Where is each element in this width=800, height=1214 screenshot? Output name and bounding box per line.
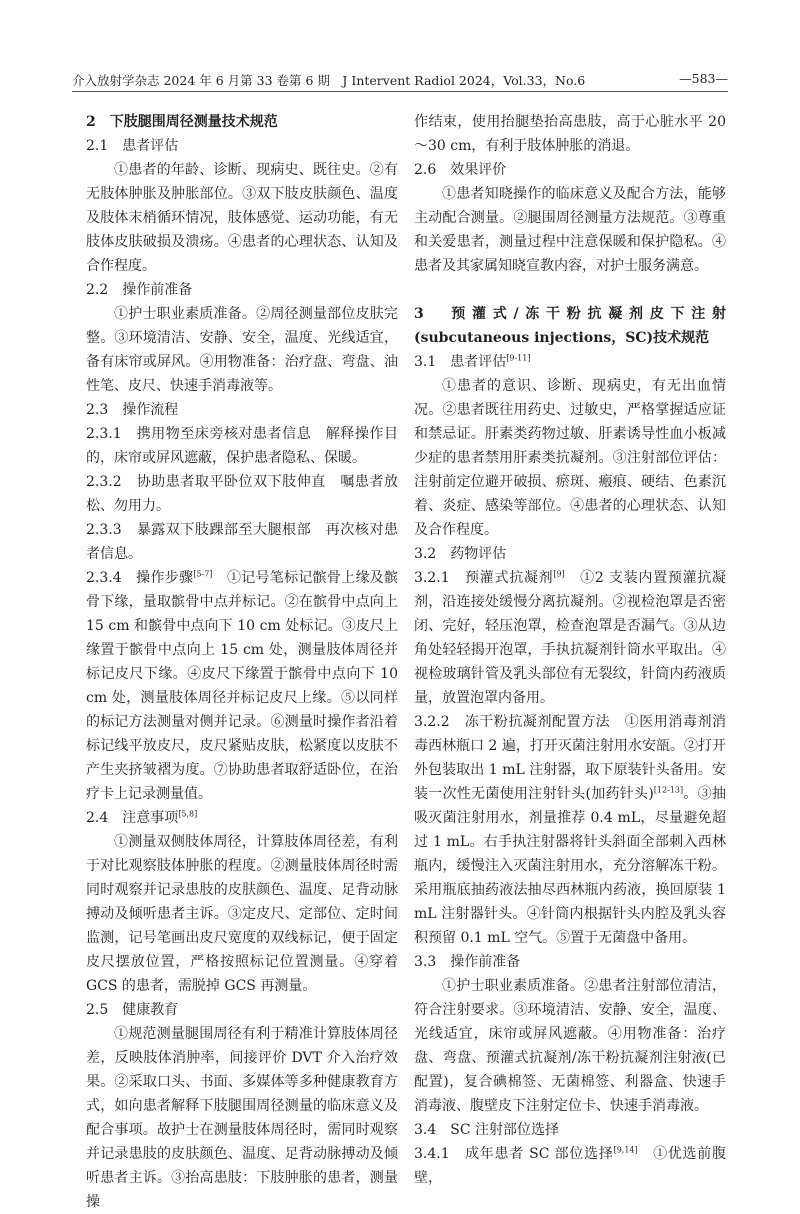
section-2-heading: 2 下肢腿围周径测量技术规范 <box>86 114 278 130</box>
section-3-4-1-heading: 3.4.1 成年患者 SC 部位选择 <box>414 1146 614 1162</box>
section-3-2-1-heading: 3.2.1 预灌式抗凝剂 <box>414 570 554 586</box>
section-2-3-4-body: ①记号笔标记髌骨上缘及髌骨下缘，量取髌骨中点并标记。②在髌骨中点向上 15 cm 和髌骨中点向下 10 cm 处标记。③皮尺上缘置于髌骨中点向上 15 cm 处，测量肢体周径并标记皮尺下缘。④皮尺下缘置于髌骨中点向下 10 cm 处，测量肢体周径并标记皮尺上缘。⑤以同样的标记方法测量对侧并记录。⑥测量时操作者沿着标记线平放皮尺，皮尺紧贴皮肤，松紧度以皮肤不产生夹挤皱褶为度。⑦协助患者取舒适卧位，在治疗卡上记录测量值。 <box>86 570 398 802</box>
section-2-4-heading: 2.4 注意事项[5,8] <box>86 809 198 826</box>
section-2-3-4-text <box>86 566 398 806</box>
section-3-2-1-text <box>414 566 726 710</box>
header-rule <box>72 91 728 92</box>
section-3-1-text: ①患者的意识、诊断、现病史，有无出血情况。②患者既往用药史、过敏史，严格掌握适应证和禁忌证。肝素类药物过敏、肝素诱导性血小板减少症的患者禁用肝素类抗凝剂。③注射部位评估：注射前定位避开破损、瘀斑、瘢痕、硬结、色素沉着、炎症、感染等部位。④患者的心理状态、认知及合作程度。 <box>414 378 726 538</box>
section-3-3-text: ①护士职业素质准备。②患者注射部位清洁，符合注射要求。③环境清洁、安静、安全，温度、光线适宜，床帘或屏风遮蔽。④用物准备：治疗盘、弯盘、预灌式抗凝剂/冻干粉抗凝剂注射液(已配置)，复合碘棉签、无菌棉签、利器盒、快速手消毒液、腹壁皮下注射定位卡、快速手消毒液。 <box>414 978 726 1114</box>
section-2-1-heading: 2.1 患者评估 <box>86 138 179 154</box>
section-3-2-1-body: ①2 支装内置预灌抗凝剂，沿连接处缓慢分离抗凝剂。②视检泡罩是否密闭、完好，轻压泡罩，检查泡罩是否漏气。③从边角处轻轻揭开泡罩，手执抗凝剂针筒水平取出。④视检玻璃针管及乳头部位有无裂纹，针筒内药液质量，放置泡罩内备用。 <box>414 570 727 706</box>
continued-text: 作结束，使用抬腿垫抬高患肢，高于心脏水平 20～30 cm，有利于肢体肿胀的消退。 <box>414 114 726 154</box>
section-2-3-1-text: 2.3.1 携用物至床旁核对患者信息 解释操作目的，床帘或屏风遮蔽，保护患者隐私、保暖。 <box>86 426 398 466</box>
section-2-1-text: ①患者的年龄、诊断、现病史、既往史。②有无肢体肿胀及肿胀部位。③双下肢皮肤颜色、温度及肢体末梢循环情况，肢体感觉、运动功能，有无肢体皮肤破损及溃疡。④患者的心理状态、认知及合作程度。 <box>86 162 398 274</box>
running-header <box>72 71 728 91</box>
citation-9: [9] <box>553 569 565 579</box>
section-2-3-2-text: 2.3.2 协助患者取平卧位双下肢伸直 嘱患者放松、勿用力。 <box>86 474 398 514</box>
section-2-5-heading: 2.5 健康教育 <box>86 1002 179 1018</box>
section-3-1-heading: 3.1 患者评估[9-11] <box>414 353 531 370</box>
section-2-6-text: ①患者知晓操作的临床意义及配合方法，能够主动配合测量。②腿围周径测量方法规范。③尊重和关爱患者，测量过程中注意保暖和保护隐私。④患者及其家属知晓宣教内容，对护士服务满意。 <box>414 186 726 274</box>
section-2-4-text: ①测量双侧肢体周径，计算肢体周径差，有利于对比观察肢体肿胀的程度。②测量肢体周径时需同时观察并记录患肢的皮肤颜色、温度、足背动脉搏动及倾听患者主诉。③定皮尺、定部位、定时间监测，记号笔画出皮尺宽度的双线标记，便于固定皮尺摆放位置，严格按照标记位置测量。④穿着 GCS 的患者，需脱掉 GCS 再测量。 <box>86 834 398 994</box>
journal-citation: 介入放射学杂志 2024 年 6 月第 33 卷第 6 期 J Intervent Radiol 2024，Vol.33，No.6 <box>72 73 586 88</box>
citation-12-13: [12-13] <box>653 785 684 795</box>
citation-5-8: [5,8] <box>178 809 198 819</box>
section-2-3-heading: 2.3 操作流程 <box>86 402 179 418</box>
citation-5-7: [5-7] <box>193 569 213 579</box>
section-2-2-heading: 2.2 操作前准备 <box>86 282 193 298</box>
section-3-2-2-text: 3.2.2 冻干粉抗凝剂配置方法 ①医用消毒剂消毒西林瓶口 2 遍，打开灭菌注射用水安瓿。②打开外包装取出 1 mL 注射器，取下原装针头备用。安装一次性无菌使用注射针头(加药针头)[12-13]。③抽吸灭菌注射用水，剂量推荐 0.4 mL，尽量避免超过 1 mL。右手执注射器将针头斜面全部刺入西林瓶内，缓慢注入灭菌注射用水，充分溶解冻干粉。采用瓶底抽药液法抽尽西林瓶内药液，换回原装 1 mL 注射器针头。④针筒内根据针头内腔及乳头容积预留 0.1 mL 空气。⑤置于无菌盘中备用。 <box>414 714 726 946</box>
section-2-5-text: ①规范测量腿围周径有利于精准计算肢体周径差，反映肢体消肿率，间接评价 DVT 介入治疗效果。②采取口头、书面、多媒体等多种健康教育方式，如向患者解释下肢腿围周径测量的临床意义及配合事项。故护士在测量肢体周径时，需同时观察并记录患肢的皮肤颜色、温度、足背动脉搏动及倾听患者主诉。③抬高患肢：下肢肿胀的患者，测量操 <box>86 1026 398 1210</box>
page-number: —583— <box>679 71 728 86</box>
citation-9-14: [9,14] <box>613 1145 638 1155</box>
section-3-3-heading: 3.3 操作前准备 <box>414 954 521 970</box>
section-3-heading: 3 预灌式/冻干粉抗凝剂皮下注射(subcutaneous injections，SC)技术规范 <box>414 306 726 346</box>
section-2-3-3-text: 2.3.3 暴露双下肢踝部至大腿根部 再次核对患者信息。 <box>86 522 398 562</box>
section-gap <box>414 278 726 302</box>
section-2-2-text: ①护士职业素质准备。②周径测量部位皮肤完整。③环境清洁、安静、安全，温度、光线适宜，备有床帘或屏风。④用物准备：治疗盘、弯盘、油性笔、皮尺、快速手消毒液等。 <box>86 306 398 394</box>
section-2-6-heading: 2.6 效果评价 <box>414 162 507 178</box>
section-3-4-heading: 3.4 SC 注射部位选择 <box>414 1122 560 1138</box>
section-3-4-1-body: ①优选前腹壁， <box>414 1146 727 1186</box>
citation-9-11: [9-11] <box>506 353 531 363</box>
left-column <box>86 110 398 1214</box>
section-2-3-4-heading: 2.3.4 操作步骤 <box>86 570 194 586</box>
section-3-4-1-text <box>414 1142 726 1190</box>
right-column <box>414 110 726 1190</box>
section-3-2-heading: 3.2 药物评估 <box>414 546 507 562</box>
